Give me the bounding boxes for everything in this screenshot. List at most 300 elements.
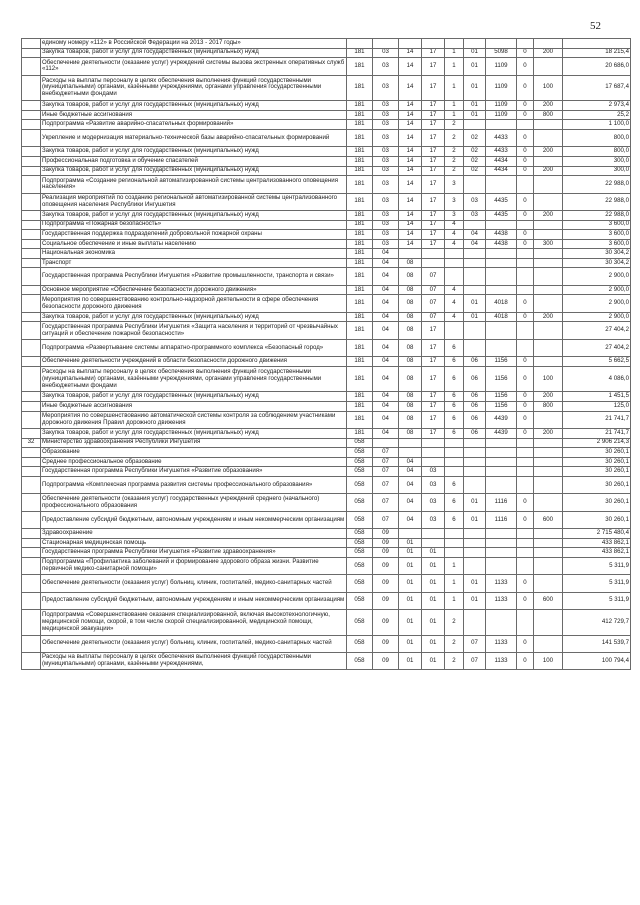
code-subsection: 04 [399, 476, 422, 493]
item-name: Реализация мероприятий по созданию региональной автоматизированной системы централизованного оповещения населения Республики Ингушетия [41, 193, 347, 210]
code-subsection [399, 529, 422, 539]
code-direction: 4434 [486, 166, 517, 176]
table-row [22, 101, 631, 111]
code-expense-type: 200 [534, 428, 563, 438]
code-direction: 1156 [486, 392, 517, 402]
code-program: 07 [422, 285, 445, 295]
code-expense-type [534, 357, 563, 367]
code-sub [517, 548, 534, 558]
code-sub: 0 [517, 166, 534, 176]
budget-table-body [22, 39, 631, 670]
row-number [22, 239, 41, 249]
code-sub: 0 [517, 312, 534, 322]
item-name: Обеспечение деятельности (оказания услуг) государственных учреждений среднего (начального) профессионального образования [41, 494, 347, 511]
code-section: 04 [373, 295, 399, 312]
code-expense-type [534, 635, 563, 652]
code-sub [517, 322, 534, 339]
code-program: 17 [422, 110, 445, 120]
code-subsection: 08 [399, 295, 422, 312]
row-number [22, 392, 41, 402]
code-sub [517, 476, 534, 493]
code-admin: 058 [347, 457, 373, 467]
code-admin: 181 [347, 210, 373, 220]
code-program: 17 [422, 129, 445, 146]
code-sub [517, 120, 534, 130]
code-sub [517, 176, 534, 193]
item-name: Иные бюджетные ассигнования [41, 402, 347, 412]
item-name: Подпрограмма «Комплексная программа развития системы профессионального образования» [41, 476, 347, 493]
code-subprogram: 1 [445, 58, 464, 75]
amount: 100 794,4 [563, 653, 631, 670]
code-subsection: 14 [399, 58, 422, 75]
table-row [22, 457, 631, 467]
code-admin: 181 [347, 129, 373, 146]
code-sub: 0 [517, 411, 534, 428]
code-subsection: 01 [399, 538, 422, 548]
code-direction [486, 557, 517, 574]
table-row [22, 494, 631, 511]
amount: 22 988,0 [563, 210, 631, 220]
code-expense-type [534, 610, 563, 636]
code-admin: 181 [347, 366, 373, 392]
code-direction: 1156 [486, 357, 517, 367]
code-expense-type [534, 557, 563, 574]
code-sub [517, 557, 534, 574]
code-section: 09 [373, 548, 399, 558]
code-program [422, 529, 445, 539]
code-expense-type [534, 538, 563, 548]
code-program: 17 [422, 120, 445, 130]
row-number: 32 [22, 438, 41, 448]
code-expense-type [534, 322, 563, 339]
amount: 5 311,9 [563, 575, 631, 592]
code-expense-type [534, 249, 563, 259]
item-name: Государственная программа Республики Ингушетия «Защита населения и территорий от чрезвычайных ситуаций и обеспечение пожарной безопасности» [41, 322, 347, 339]
code-activity [464, 557, 486, 574]
amount: 125,0 [563, 402, 631, 412]
code-program: 01 [422, 557, 445, 574]
code-section: 03 [373, 193, 399, 210]
code-sub: 0 [517, 193, 534, 210]
row-number [22, 494, 41, 511]
code-program: 01 [422, 635, 445, 652]
code-sub: 0 [517, 428, 534, 438]
code-activity [464, 339, 486, 356]
code-activity: 01 [464, 58, 486, 75]
code-program: 17 [422, 366, 445, 392]
table-row [22, 129, 631, 146]
row-number [22, 101, 41, 111]
code-section [373, 438, 399, 448]
item-name: Обеспечение деятельности учреждений в области безопасности дорожного движения [41, 357, 347, 367]
code-admin: 181 [347, 156, 373, 166]
row-number [22, 402, 41, 412]
code-activity [464, 476, 486, 493]
code-expense-type [534, 156, 563, 166]
code-sub: 0 [517, 110, 534, 120]
item-name: Профессиональная подготовка и обучение спасателей [41, 156, 347, 166]
code-subsection: 08 [399, 312, 422, 322]
code-subprogram [445, 457, 464, 467]
code-expense-type [534, 548, 563, 558]
code-activity: 01 [464, 494, 486, 511]
code-sub: 0 [517, 156, 534, 166]
code-activity [464, 220, 486, 230]
code-subprogram: 2 [445, 653, 464, 670]
code-admin: 181 [347, 147, 373, 157]
code-section: 04 [373, 357, 399, 367]
code-subprogram: 6 [445, 392, 464, 402]
code-activity: 06 [464, 357, 486, 367]
row-number [22, 285, 41, 295]
code-section: 03 [373, 58, 399, 75]
code-section: 03 [373, 176, 399, 193]
code-subprogram: 4 [445, 295, 464, 312]
code-sub: 0 [517, 129, 534, 146]
item-name: единому номеру «112» в Российской Федерации на 2013 - 2017 годы» [41, 39, 347, 49]
code-subprogram [445, 258, 464, 268]
code-admin: 181 [347, 392, 373, 402]
code-activity: 06 [464, 392, 486, 402]
code-activity: 03 [464, 210, 486, 220]
code-subsection: 01 [399, 635, 422, 652]
code-program [422, 258, 445, 268]
code-subprogram: 2 [445, 166, 464, 176]
code-direction [486, 467, 517, 477]
row-number [22, 176, 41, 193]
row-number [22, 428, 41, 438]
item-name: Среднее профессиональное образование [41, 457, 347, 467]
code-subsection: 04 [399, 467, 422, 477]
code-direction: 4434 [486, 156, 517, 166]
code-program: 01 [422, 610, 445, 636]
table-row [22, 39, 631, 49]
amount: 141 539,7 [563, 635, 631, 652]
code-expense-type [534, 476, 563, 493]
code-activity: 06 [464, 411, 486, 428]
code-direction [486, 438, 517, 448]
code-subprogram: 4 [445, 230, 464, 240]
code-subsection: 01 [399, 610, 422, 636]
item-name: Обеспечение деятельности (оказания услуг) больниц, клиник, госпиталей, медико-санитарных частей [41, 575, 347, 592]
item-name: Подпрограмма «Совершенствование оказания специализированной, включая высокотехнологичную, медицинской помощи, скорой, в том числе скорой специализированной, медицинской помощи, медицинской эвакуации» [41, 610, 347, 636]
code-expense-type [534, 120, 563, 130]
code-program [422, 249, 445, 259]
code-direction [486, 457, 517, 467]
code-subprogram: 1 [445, 48, 464, 58]
item-name: Государственная программа Республики Ингушетия «Развитие образования» [41, 467, 347, 477]
amount: 412 729,7 [563, 610, 631, 636]
code-subprogram: 4 [445, 312, 464, 322]
code-subprogram: 1 [445, 557, 464, 574]
code-program: 01 [422, 592, 445, 609]
code-section: 03 [373, 230, 399, 240]
code-sub [517, 285, 534, 295]
code-activity: 03 [464, 193, 486, 210]
code-admin: 181 [347, 411, 373, 428]
table-row [22, 392, 631, 402]
code-admin: 058 [347, 538, 373, 548]
amount: 4 086,0 [563, 366, 631, 392]
code-admin: 181 [347, 402, 373, 412]
code-program: 17 [422, 411, 445, 428]
code-sub [517, 467, 534, 477]
code-activity: 02 [464, 166, 486, 176]
item-name: Подпрограмма «Пожарная безопасность» [41, 220, 347, 230]
table-row [22, 75, 631, 101]
table-row [22, 653, 631, 670]
code-direction: 4435 [486, 193, 517, 210]
code-direction [486, 176, 517, 193]
code-direction: 4438 [486, 239, 517, 249]
code-sub: 0 [517, 230, 534, 240]
amount: 800,0 [563, 129, 631, 146]
table-row [22, 120, 631, 130]
code-section: 07 [373, 476, 399, 493]
code-expense-type: 200 [534, 166, 563, 176]
code-direction [486, 610, 517, 636]
row-number [22, 193, 41, 210]
code-direction [486, 249, 517, 259]
code-expense-type [534, 176, 563, 193]
code-subsection: 08 [399, 392, 422, 402]
code-subprogram: 4 [445, 285, 464, 295]
table-row [22, 166, 631, 176]
code-subprogram [445, 529, 464, 539]
code-activity: 01 [464, 75, 486, 101]
row-number [22, 120, 41, 130]
code-activity: 07 [464, 653, 486, 670]
code-sub: 0 [517, 392, 534, 402]
amount: 27 404,2 [563, 322, 631, 339]
table-row [22, 176, 631, 193]
row-number [22, 312, 41, 322]
code-subsection: 01 [399, 653, 422, 670]
code-expense-type [534, 339, 563, 356]
amount: 30 260,1 [563, 467, 631, 477]
code-program: 17 [422, 58, 445, 75]
code-sub: 0 [517, 592, 534, 609]
table-row [22, 529, 631, 539]
code-program: 17 [422, 193, 445, 210]
code-expense-type [534, 193, 563, 210]
table-row [22, 428, 631, 438]
amount: 300,0 [563, 156, 631, 166]
table-row [22, 285, 631, 295]
code-admin: 181 [347, 58, 373, 75]
code-sub [517, 529, 534, 539]
row-number [22, 268, 41, 285]
code-subsection: 01 [399, 548, 422, 558]
code-expense-type [534, 268, 563, 285]
row-number [22, 249, 41, 259]
code-subsection: 08 [399, 357, 422, 367]
code-sub [517, 538, 534, 548]
code-subprogram: 6 [445, 366, 464, 392]
code-expense-type [534, 220, 563, 230]
code-expense-type [534, 438, 563, 448]
row-number [22, 575, 41, 592]
code-subprogram: 3 [445, 210, 464, 220]
code-expense-type: 200 [534, 101, 563, 111]
code-section: 03 [373, 120, 399, 130]
row-number [22, 39, 41, 49]
code-program: 17 [422, 402, 445, 412]
code-subsection: 04 [399, 457, 422, 467]
code-program: 17 [422, 239, 445, 249]
code-subprogram [445, 448, 464, 458]
amount: 21 741,7 [563, 411, 631, 428]
code-sub: 0 [517, 239, 534, 249]
amount: 433 862,1 [563, 538, 631, 548]
code-subsection [399, 39, 422, 49]
code-sub [517, 438, 534, 448]
code-section: 04 [373, 268, 399, 285]
code-activity: 01 [464, 48, 486, 58]
code-admin: 058 [347, 557, 373, 574]
code-admin: 058 [347, 653, 373, 670]
amount: 1 451,5 [563, 392, 631, 402]
code-program: 17 [422, 48, 445, 58]
code-admin: 181 [347, 295, 373, 312]
code-admin: 181 [347, 166, 373, 176]
code-subprogram: 1 [445, 592, 464, 609]
code-activity: 01 [464, 101, 486, 111]
amount: 25,2 [563, 110, 631, 120]
code-program: 17 [422, 166, 445, 176]
code-section: 04 [373, 322, 399, 339]
code-expense-type [534, 494, 563, 511]
code-activity [464, 268, 486, 285]
code-section: 09 [373, 653, 399, 670]
item-name: Подпрограмма «Развертывание системы аппаратно-программного комплекса «Безопасный город» [41, 339, 347, 356]
code-activity [464, 176, 486, 193]
code-direction: 4438 [486, 230, 517, 240]
code-activity: 01 [464, 511, 486, 528]
code-sub [517, 457, 534, 467]
row-number [22, 366, 41, 392]
code-expense-type [534, 467, 563, 477]
code-activity: 02 [464, 147, 486, 157]
code-section: 03 [373, 75, 399, 101]
code-direction [486, 538, 517, 548]
code-section: 03 [373, 48, 399, 58]
code-subprogram: 3 [445, 176, 464, 193]
code-admin: 181 [347, 239, 373, 249]
code-admin: 058 [347, 575, 373, 592]
code-expense-type: 800 [534, 110, 563, 120]
item-name: Расходы на выплаты персоналу в целях обеспечения выполнения функций государственными (муниципальными) органами, казёнными учреждениями, органами управления государственными внебюджетными фондами [41, 366, 347, 392]
row-number [22, 511, 41, 528]
code-admin: 058 [347, 610, 373, 636]
code-admin: 181 [347, 230, 373, 240]
amount: 800,0 [563, 147, 631, 157]
code-subprogram [445, 538, 464, 548]
table-row [22, 357, 631, 367]
code-direction: 1133 [486, 635, 517, 652]
code-expense-type [534, 230, 563, 240]
code-program: 03 [422, 467, 445, 477]
code-subprogram: 4 [445, 220, 464, 230]
code-program: 03 [422, 476, 445, 493]
code-sub [517, 39, 534, 49]
table-row [22, 110, 631, 120]
amount: 2 900,0 [563, 295, 631, 312]
table-row [22, 322, 631, 339]
code-direction: 1133 [486, 575, 517, 592]
row-number [22, 230, 41, 240]
code-admin: 058 [347, 494, 373, 511]
code-direction: 1116 [486, 494, 517, 511]
code-expense-type: 200 [534, 210, 563, 220]
code-subsection: 14 [399, 101, 422, 111]
code-direction [486, 220, 517, 230]
code-program: 07 [422, 312, 445, 322]
amount: 2 715 480,4 [563, 529, 631, 539]
table-row [22, 448, 631, 458]
code-subprogram: 6 [445, 494, 464, 511]
code-subprogram: 3 [445, 193, 464, 210]
code-sub [517, 258, 534, 268]
code-expense-type [534, 285, 563, 295]
code-admin: 058 [347, 448, 373, 458]
code-program: 17 [422, 339, 445, 356]
code-subprogram [445, 39, 464, 49]
code-admin: 058 [347, 592, 373, 609]
table-row [22, 147, 631, 157]
code-program: 17 [422, 156, 445, 166]
row-number [22, 147, 41, 157]
code-admin: 181 [347, 110, 373, 120]
code-section: 04 [373, 392, 399, 402]
amount: 2 900,0 [563, 312, 631, 322]
code-expense-type: 800 [534, 402, 563, 412]
code-sub: 0 [517, 635, 534, 652]
code-sub [517, 610, 534, 636]
code-expense-type: 100 [534, 653, 563, 670]
code-expense-type [534, 129, 563, 146]
row-number [22, 339, 41, 356]
code-admin: 058 [347, 476, 373, 493]
amount: 3 600,0 [563, 230, 631, 240]
table-row [22, 230, 631, 240]
code-subsection: 14 [399, 220, 422, 230]
code-subsection: 01 [399, 592, 422, 609]
code-subsection: 08 [399, 258, 422, 268]
code-subprogram: 2 [445, 156, 464, 166]
code-section: 09 [373, 610, 399, 636]
code-direction: 5098 [486, 48, 517, 58]
code-sub: 0 [517, 101, 534, 111]
code-subsection: 14 [399, 156, 422, 166]
code-program: 17 [422, 428, 445, 438]
code-sub: 0 [517, 295, 534, 312]
row-number [22, 548, 41, 558]
item-name: Расходы на выплаты персоналу в целях обеспечения выполнения функций государственными (муниципальными) органами, казёнными учреждениями, органами управления государственными внебюджетными фондами [41, 75, 347, 101]
code-activity: 01 [464, 592, 486, 609]
code-program: 17 [422, 75, 445, 101]
row-number [22, 592, 41, 609]
row-number [22, 411, 41, 428]
code-program: 17 [422, 176, 445, 193]
table-row [22, 220, 631, 230]
code-sub: 0 [517, 48, 534, 58]
item-name: Закупка товаров, работ и услуг для государственных (муниципальных) нужд [41, 392, 347, 402]
code-program: 17 [422, 322, 445, 339]
amount: 300,0 [563, 166, 631, 176]
row-number [22, 538, 41, 548]
code-activity: 04 [464, 230, 486, 240]
